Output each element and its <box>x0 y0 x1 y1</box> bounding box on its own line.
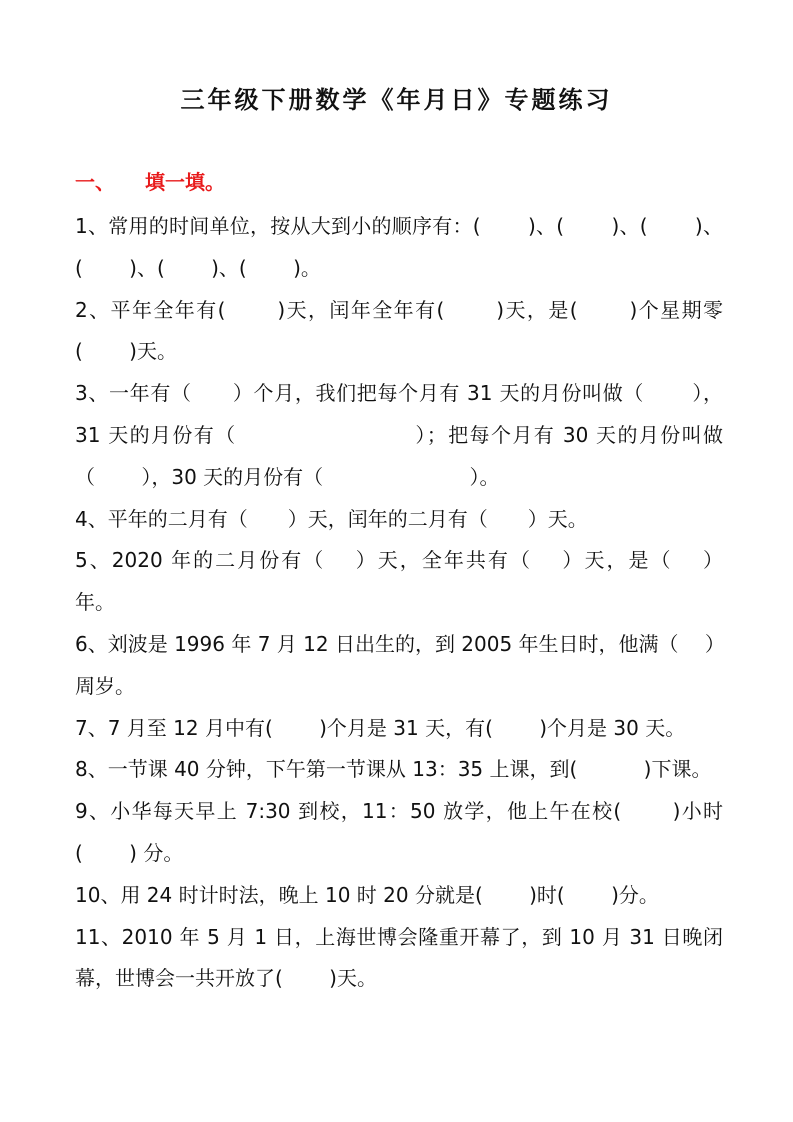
question-line: 31 天的月份有（ ）；把每个月有 30 天的月份叫做 <box>75 422 723 447</box>
section-label: 填一填。 <box>145 170 225 194</box>
question-line: 5、2020 年的二月份有（ ）天，全年共有（ ）天，是（ ） <box>75 548 723 573</box>
question-line: 6、刘波是 1996 年 7 月 12 日出生的，到 2005 年生日时，他满（ ） <box>75 631 725 656</box>
section-number: 一、 <box>75 170 115 194</box>
question-line: （ ），30 天的月份有（ ）。 <box>75 464 500 489</box>
question-line: 3、一年有（ ）个月，我们把每个月有 31 天的月份叫做（ ）， <box>75 381 723 406</box>
question-line: 1、常用的时间单位，按从大到小的顺序有：( )、( )、( )、 <box>75 214 723 238</box>
question-line: ( )、( )、( )。 <box>75 255 321 280</box>
question-line: 幕，世博会一共开放了( )天。 <box>75 966 377 991</box>
question-line: 11、2010 年 5 月 1 日，上海世博会隆重开幕了，到 10 月 31 日晚闭 <box>75 924 723 949</box>
question-line: 2、平年全年有( )天，闰年全年有( )天，是( )个星期零 <box>75 297 723 322</box>
question-line: ( ) 分。 <box>75 840 184 865</box>
question-line: 9、小华每天早上 7:30 到校，11：50 放学，他上午在校( )小时 <box>75 799 723 824</box>
section-heading <box>75 166 225 195</box>
question-line: 4、平年的二月有（ ）天，闰年的二月有（ ）天。 <box>75 506 588 531</box>
page-title: 三年级下册数学《年月日》专题练习 <box>180 86 613 114</box>
question-line: 周岁。 <box>75 673 135 698</box>
question-line: 7、7 月至 12 月中有( )个月是 31 天，有( )个月是 30 天。 <box>75 715 686 740</box>
question-line: ( )天。 <box>75 339 177 364</box>
question-list <box>75 206 723 1000</box>
question-line: 10、用 24 时计时法，晚上 10 时 20 分就是( )时( )分。 <box>75 882 659 907</box>
question-line: 8、一节课 40 分钟，下午第一节课从 13：35 上课，到( )下课。 <box>75 757 712 782</box>
question-line: 年。 <box>75 590 115 615</box>
